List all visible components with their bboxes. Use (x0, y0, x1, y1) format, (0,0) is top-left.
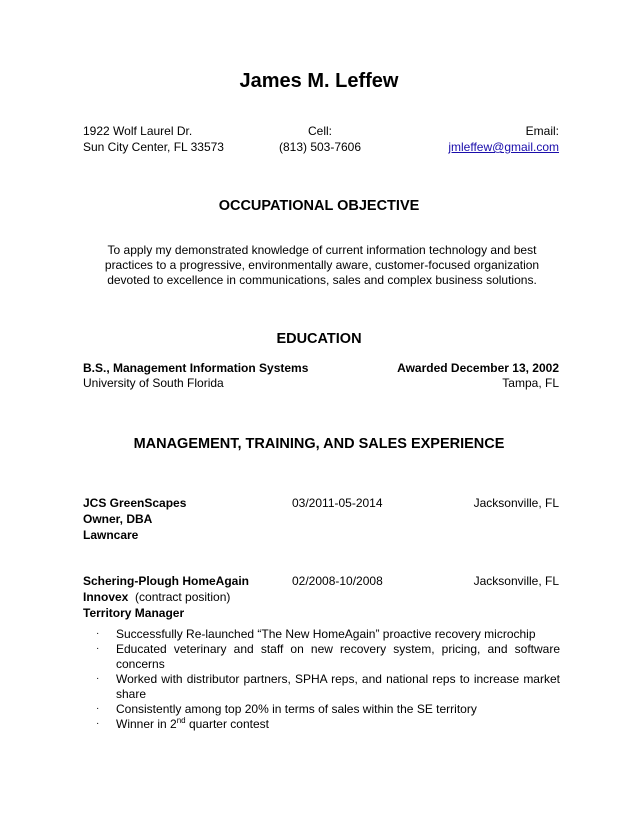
bullet-mark: · (96, 673, 100, 684)
job-1-location: Jacksonville, FL (473, 496, 559, 510)
education-heading: EDUCATION (276, 331, 362, 347)
job-1-subtitle: Lawncare (83, 528, 139, 542)
education-location: Tampa, FL (502, 376, 559, 390)
bullet-mark: · (96, 718, 100, 729)
list-item (96, 702, 560, 717)
bullet-text: Successfully Re-launched “The New HomeAgain” proactive recovery microchip (116, 627, 536, 641)
bullet-text-post: quarter contest (185, 717, 269, 731)
job-2-employer: Innovex (83, 590, 129, 604)
bullet-text-pre: Winner in 2 (116, 717, 177, 731)
cell-block (240, 123, 400, 155)
resume-name: James M. Leffew (239, 70, 399, 92)
job-2-title: Territory Manager (83, 606, 185, 620)
email-link[interactable]: jmleffew@gmail.com (448, 140, 559, 154)
job-2-company: Schering-Plough HomeAgain (83, 574, 250, 588)
education-school: University of South Florida (83, 376, 224, 390)
email-label: Email: (525, 124, 559, 138)
job-1-title: Owner, DBA (83, 512, 153, 526)
address-line-2: Sun City Center, FL 33573 (83, 140, 224, 154)
job-2-location: Jacksonville, FL (473, 574, 559, 588)
bullet-text: Consistently among top 20% in terms of sales within the SE territory (116, 702, 477, 716)
bullet-mark: · (96, 643, 100, 654)
job-1-company: JCS GreenScapes (83, 496, 187, 510)
list-item (96, 627, 560, 642)
address-line-1: 1922 Wolf Laurel Dr. (83, 124, 193, 138)
job-1-block (83, 495, 186, 543)
education-degree: B.S., Management Information Systems (83, 361, 309, 375)
objective-text: To apply my demonstrated knowledge of current information technology and best practices to a progressive, environmentally aware, customer-focused organization devoted to excellence in communications, sales and complex business solutions. (104, 243, 540, 287)
list-item (96, 672, 560, 702)
list-item (96, 642, 560, 672)
objective-heading: OCCUPATIONAL OBJECTIVE (218, 198, 420, 214)
bullet-text: Educated veterinary and staff on new recovery system, pricing, and software concerns (116, 642, 560, 671)
job-2-employer-line (83, 589, 249, 605)
job-2-employer-note: (contract position) (128, 590, 231, 604)
bullet-mark: · (96, 628, 100, 639)
bullet-text-sup: nd (176, 716, 186, 725)
job-2-block (83, 573, 249, 621)
cell-label: Cell: (307, 124, 332, 138)
bullet-mark: · (96, 703, 100, 714)
job-1-dates: 03/2011-05-2014 (292, 496, 383, 510)
job-2-bullet-list (96, 627, 560, 732)
list-item (96, 717, 560, 732)
cell-number: (813) 503-7606 (278, 140, 362, 154)
email-block (448, 123, 559, 155)
address-block (83, 123, 224, 155)
experience-heading: MANAGEMENT, TRAINING, AND SALES EXPERIENCE (133, 436, 505, 452)
job-2-dates: 02/2008-10/2008 (292, 574, 383, 588)
bullet-text: Worked with distributor partners, SPHA reps, and national reps to increase market share (116, 672, 560, 701)
education-awarded: Awarded December 13, 2002 (397, 361, 559, 375)
